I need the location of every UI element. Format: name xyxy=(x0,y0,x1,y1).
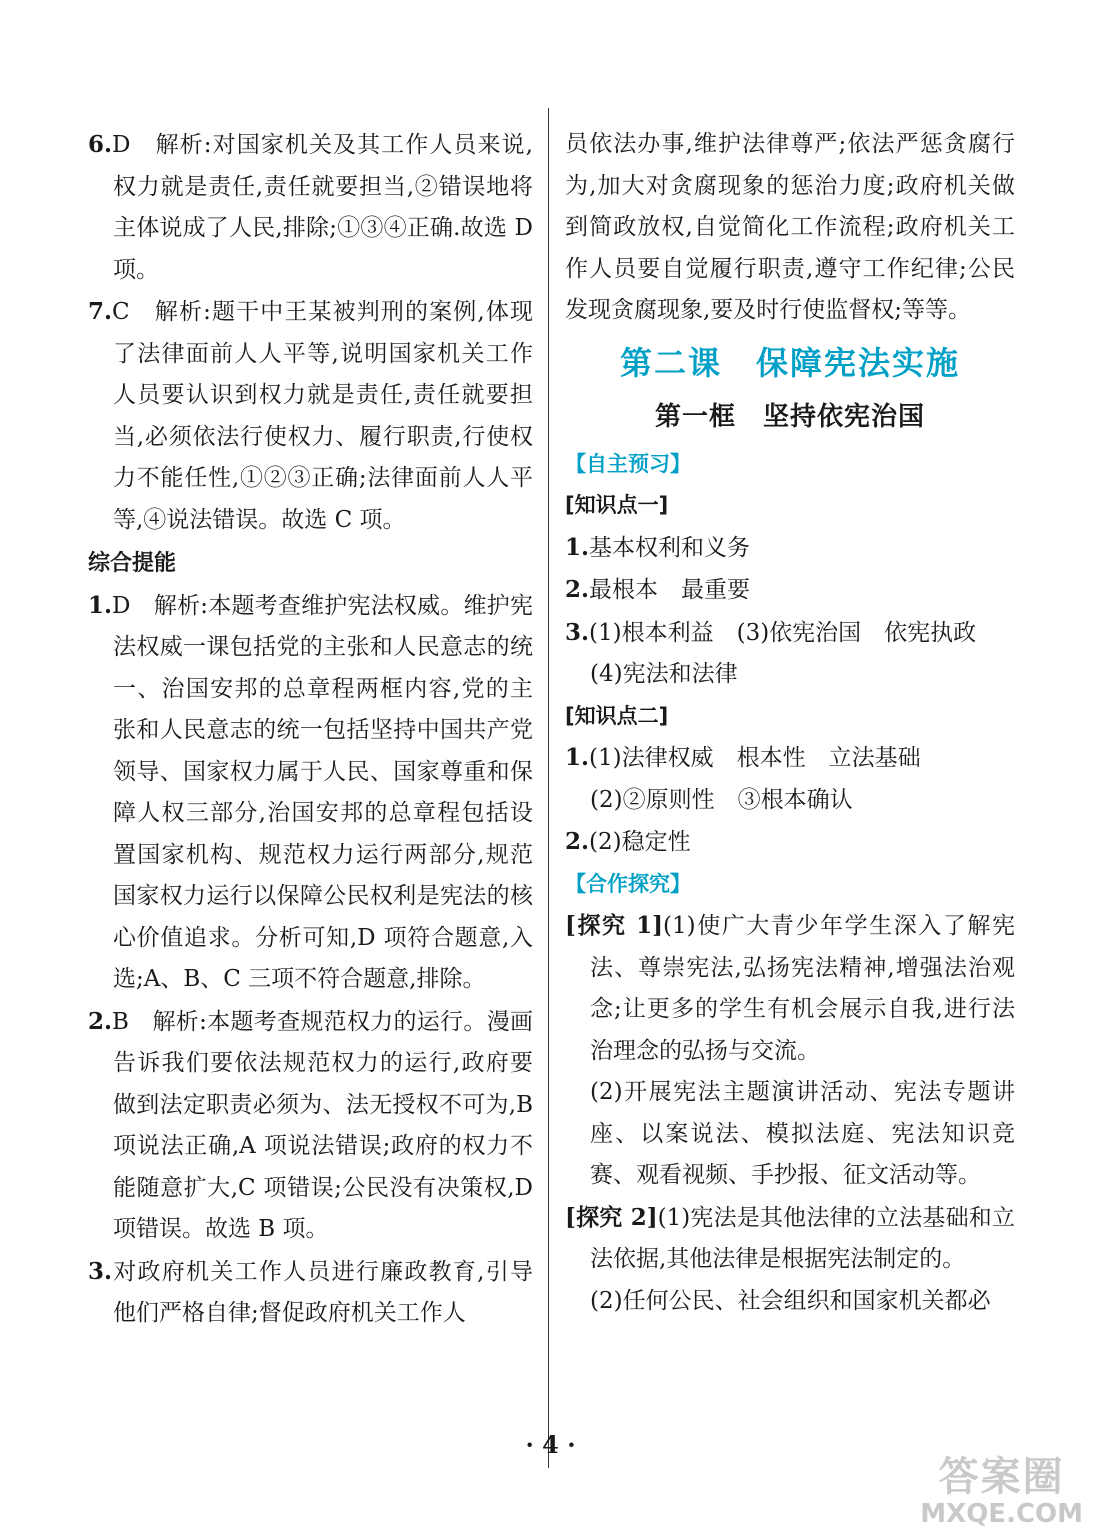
answer-7: 7.C 解析:题干中王某被判刑的案例,体现了法律面前人人平等,说明国家机关工作人员要认识到权力就是责任,责任就要担当,必须依法行使权力、履行职责,行使权力不能任性,①②③正确;法律面前人人平等,④说法错误。故选 C 项。 xyxy=(88,298,533,533)
tag-preview: 【自主预习】 xyxy=(565,451,691,476)
watermark xyxy=(920,1454,1083,1528)
answer-z2: 2.B 解析:本题考查规范权力的运行。漫画告诉我们要依法规范权力的运行,政府要做到法定职责必须为、法无授权不可为,B 项说法正确,A 项说法错误;政府的权力不能随意扩大,C 项错误;公民没有决策权,D 项错误。故选 B 项。 xyxy=(88,1007,533,1242)
right-column xyxy=(565,124,1015,1322)
knowledge-point-2-label: [知识点二] xyxy=(565,703,669,728)
left-column xyxy=(88,124,533,1335)
explore-2: [探究 2](1)宪法是其他法律的立法基础和立法依据,其他法律是根据宪法制定的。 xyxy=(565,1203,1015,1272)
kp1-item: 1.基本权利和义务 xyxy=(565,533,751,561)
kp1-item: 3.(1)根本利益 (3)依宪治国 依宪执政 xyxy=(565,618,977,646)
kp1-item: 2.最根本 最重要 xyxy=(565,576,751,603)
knowledge-point-1-label: [知识点一] xyxy=(565,493,669,517)
answer-6: 6.D 解析:对国家机关及其工作人员来说,权力就是责任,责任就要担当,②错误地将主体说成了人民,排除;①③④正确.故选 D 项。 xyxy=(88,131,533,283)
kp2-item: 2.(2)稳定性 xyxy=(565,828,691,855)
page-number: · 4 · xyxy=(525,1430,576,1459)
lesson-title: 第二课 保障宪法实施 xyxy=(619,343,960,382)
answer-z1: 1.D 解析:本题考查维护宪法权威。维护宪法权威一课包括党的主张和人民意志的统一、治国安邦的总章程两框内容,党的主张和人民意志的统一包括坚持中国共产党领导、国家权力属于人民、国家尊重和保障人权三部分,治国安邦的总章程包括设置国家机构、规范权力运行两部分,规范国家权力运行以保障公民权利是宪法的核心价值追求。分析可知,D 项符合题意,入选;A、B、C 三项不符合题意,排除。 xyxy=(88,591,533,992)
watermark-url: MXQE.COM xyxy=(920,1499,1083,1529)
answer-z3: 3.对政府机关工作人员进行廉政教育,引导他们严格自律;督促政府机关工作人 xyxy=(88,1257,533,1326)
explore-2-sub: (2)任何公民、社会组织和国家机关都必 xyxy=(590,1287,991,1314)
explore-1-sub: (2)开展宪法主题演讲活动、宪法专题讲座、以案说法、模拟法庭、宪法知识竞赛、观看视频、手抄报、征文活动等。 xyxy=(590,1079,1015,1188)
kp1-subitem: (4)宪法和法律 xyxy=(590,661,738,687)
kp2-subitem: (2)②原则性 ③根本确认 xyxy=(590,786,853,813)
watermark-logo-text: 答案圈 xyxy=(938,1454,1065,1500)
section-title: 综合提能 xyxy=(88,551,177,576)
tag-cooperate: 【合作探究】 xyxy=(565,871,691,896)
frame-title: 第一框 坚持依宪治国 xyxy=(654,401,925,432)
answer-z3-continued: 员依法办事,维护法律尊严;依法严惩贪腐行为,加大对贪腐现象的惩治力度;政府机关做到简政放权,自觉简化工作流程;政府机关工作人员要自觉履行职责,遵守工作纪律;公民发现贪腐现象,要及时行使监督权;等等。 xyxy=(565,131,1015,323)
explore-1: [探究 1](1)使广大青少年学生深入了解宪法、尊崇宪法,弘扬宪法精神,增强法治观念;让更多的学生有机会展示自我,进行法治理念的弘扬与交流。 xyxy=(565,912,1015,1064)
column-divider xyxy=(548,108,549,1468)
kp2-item: 1.(1)法律权威 根本性 立法基础 xyxy=(565,744,921,771)
